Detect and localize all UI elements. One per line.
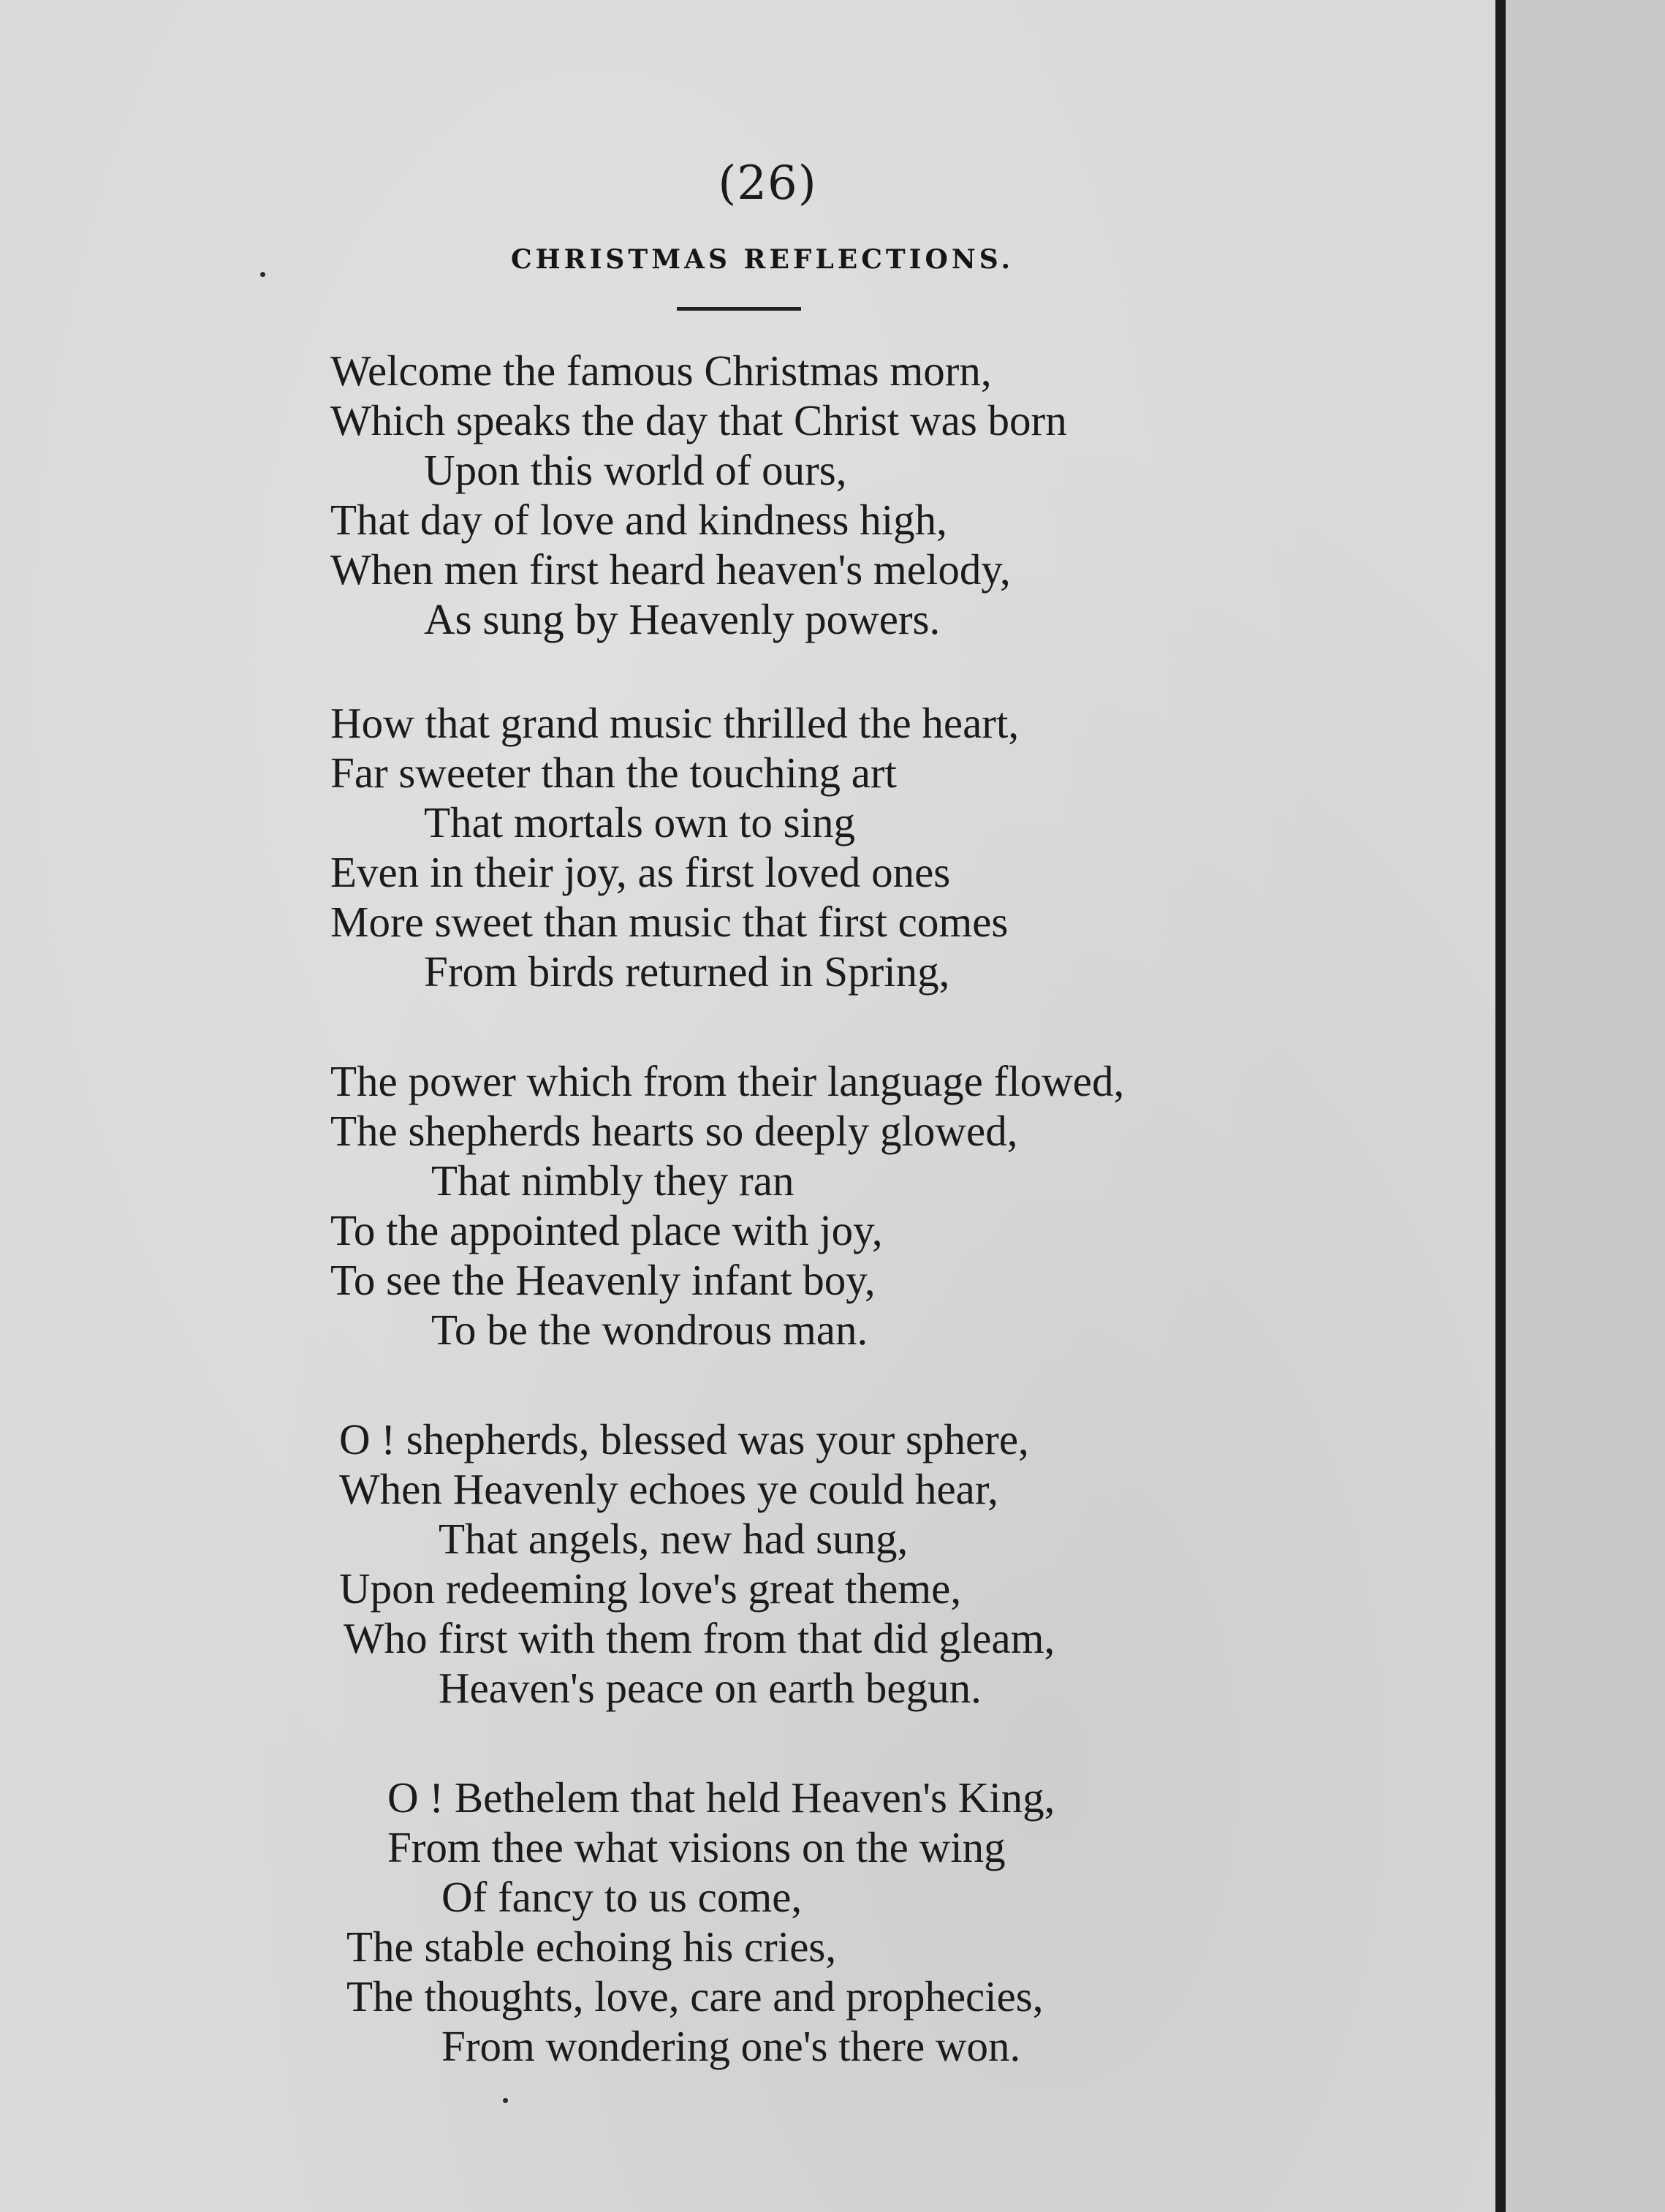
poem-line: Heaven's peace on earth begun. xyxy=(439,1664,982,1712)
poem-line: The stable echoing his cries, xyxy=(346,1923,837,1971)
poem-line: To the appointed place with joy, xyxy=(330,1206,883,1254)
poem-line: That day of love and kindness high, xyxy=(330,496,947,544)
poem-line: From birds returned in Spring, xyxy=(424,947,950,996)
poem-line: O ! Bethelem that held Heaven's King, xyxy=(387,1773,1055,1822)
poem-line: That mortals own to sing xyxy=(424,798,855,846)
poem-line: Far sweeter than the touching art xyxy=(330,749,897,797)
poem-line: That nimbly they ran xyxy=(431,1156,794,1205)
poem-line: How that grand music thrilled the heart, xyxy=(330,699,1020,747)
page-number: (26) xyxy=(718,156,817,211)
poem-line: From thee what visions on the wing xyxy=(387,1823,1006,1871)
poem-line: Even in their joy, as first loved ones xyxy=(330,848,951,896)
poem-line: Upon redeeming love's great theme, xyxy=(339,1564,962,1613)
poem-line: As sung by Heavenly powers. xyxy=(424,595,941,643)
poem-line: When Heavenly echoes ye could hear, xyxy=(339,1465,998,1513)
poem-line: Welcome the famous Christmas morn, xyxy=(330,346,992,395)
poem-line: Of fancy to us come, xyxy=(441,1873,803,1921)
gutter-shadow xyxy=(1495,0,1506,2212)
poem-title: CHRISTMAS REFLECTIONS. xyxy=(511,244,1014,275)
poem-line: The power which from their language flowed, xyxy=(330,1057,1125,1105)
poem-line: That angels, new had sung, xyxy=(439,1515,909,1563)
poem-line: The shepherds hearts so deeply glowed, xyxy=(330,1107,1018,1155)
poem-line: When men first heard heaven's melody, xyxy=(330,545,1011,594)
poem-line: To be the wondrous man. xyxy=(431,1306,868,1354)
print-speck xyxy=(260,272,265,277)
facing-page-edge xyxy=(1506,0,1665,2212)
poem-line: More sweet than music that first comes xyxy=(330,898,1009,946)
poem-line: O ! shepherds, blessed was your sphere, xyxy=(339,1415,1029,1463)
poem-line: To see the Heavenly infant boy, xyxy=(330,1256,876,1304)
poem-line: The thoughts, love, care and prophecies, xyxy=(346,1972,1044,2020)
poem-line: Upon this world of ours, xyxy=(424,446,847,494)
poem-line: Who first with them from that did gleam, xyxy=(344,1614,1055,1662)
poem-line: From wondering one's there won. xyxy=(441,2022,1021,2070)
poem-line: Which speaks the day that Christ was born xyxy=(330,396,1067,444)
print-speck xyxy=(503,2098,508,2103)
